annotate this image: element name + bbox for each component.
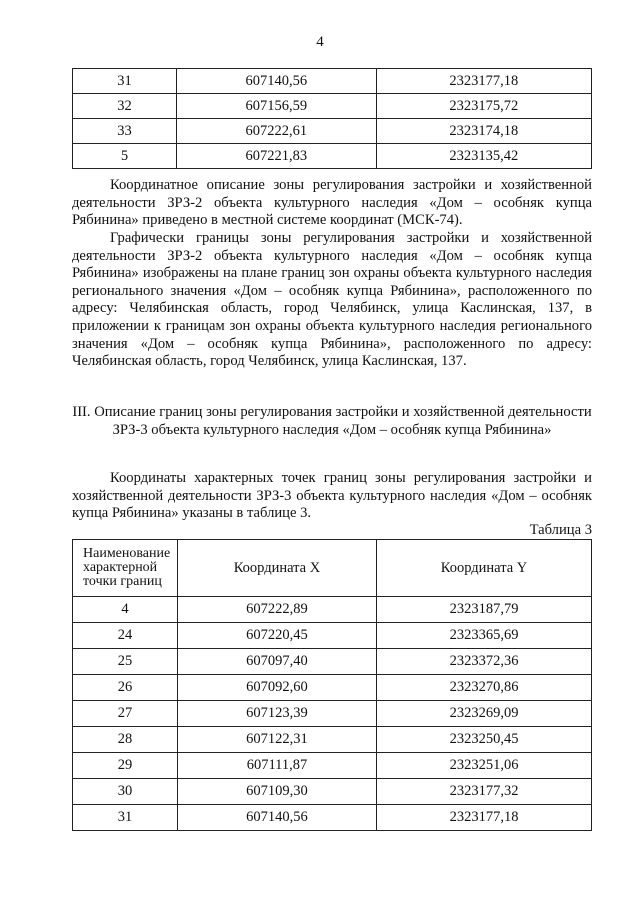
table-row xyxy=(73,675,592,701)
section-heading: III. Описание границ зоны регулирования застройки и хозяйственной деятельности ЗРЗ-3 объекта культурного наследия «Дом – особняк купца Рябинина» xyxy=(72,404,592,438)
point-number-cell: 32 xyxy=(73,94,177,119)
paragraph-table3-intro: Координаты характерных точек границ зоны регулирования застройки и хозяйственной деятельности ЗРЗ-3 объекта культурного наследия «Дом – особняк купца Рябинина» указаны в таблице 3. xyxy=(72,470,592,522)
coordinate-y-cell: 2323269,09 xyxy=(377,701,592,727)
table-header-row xyxy=(73,540,592,597)
coordinate-x-cell: 607222,61 xyxy=(177,119,377,144)
coordinate-x-cell: 607092,60 xyxy=(177,675,376,701)
header-coordinate-y: Координата Y xyxy=(377,540,592,597)
table-row xyxy=(73,144,592,169)
coordinate-y-cell: 2323135,42 xyxy=(376,144,591,169)
table-row xyxy=(73,597,592,623)
coordinate-y-cell: 2323174,18 xyxy=(376,119,591,144)
point-number-cell: 31 xyxy=(73,69,177,94)
coordinate-x-cell: 607097,40 xyxy=(177,649,376,675)
point-number-cell: 30 xyxy=(73,779,178,805)
point-number-cell: 25 xyxy=(73,649,178,675)
point-number-cell: 33 xyxy=(73,119,177,144)
point-number-cell: 4 xyxy=(73,597,178,623)
coordinate-x-cell: 607220,45 xyxy=(177,623,376,649)
point-number-cell: 27 xyxy=(73,701,178,727)
coordinate-y-cell: 2323365,69 xyxy=(377,623,592,649)
coordinate-x-cell: 607111,87 xyxy=(177,753,376,779)
coordinate-y-cell: 2323372,36 xyxy=(377,649,592,675)
coordinate-x-cell: 607140,56 xyxy=(177,69,377,94)
table-row xyxy=(73,727,592,753)
table-row xyxy=(73,69,592,94)
coordinate-y-cell: 2323187,79 xyxy=(377,597,592,623)
coordinate-x-cell: 607123,39 xyxy=(177,701,376,727)
coordinate-x-cell: 607156,59 xyxy=(177,94,377,119)
header-coordinate-x: Координата X xyxy=(177,540,376,597)
table-row xyxy=(73,701,592,727)
point-number-cell: 26 xyxy=(73,675,178,701)
paragraph-graphic-boundaries: Графически границы зоны регулирования застройки и хозяйственной деятельности ЗРЗ-2 объекта культурного наследия «Дом – особняк купца Рябинина» изображены на плане границ зон охраны объекта культурного наследия регионального значения «Дом – особняк купца Рябинина», расположенного по адресу: Челябинская область, город Челябинск, улица Каслинская, 137, в приложении к границам зон охраны объекта культурного наследия регионального значения «Дом – особняк купца Рябинина», расположенного по адресу: Челябинская область, город Челябинск, улица Каслинская, 137. xyxy=(72,230,592,370)
coordinate-x-cell: 607122,31 xyxy=(177,727,376,753)
table-row xyxy=(73,779,592,805)
coordinate-x-cell: 607109,30 xyxy=(177,779,376,805)
table-row xyxy=(73,119,592,144)
table-row xyxy=(73,753,592,779)
coordinate-y-cell: 2323270,86 xyxy=(377,675,592,701)
coordinate-y-cell: 2323177,32 xyxy=(377,779,592,805)
coordinate-y-cell: 2323250,45 xyxy=(377,727,592,753)
point-number-cell: 28 xyxy=(73,727,178,753)
table-caption: Таблица 3 xyxy=(529,522,592,538)
paragraph-coordinate-description: Координатное описание зоны регулирования застройки и хозяйственной деятельности ЗРЗ-2 объекта культурного наследия «Дом – особняк купца Рябинина» приведено в местной системе координат (МСК-74). xyxy=(72,177,592,229)
coordinate-x-cell: 607140,56 xyxy=(177,805,376,831)
point-number-cell: 31 xyxy=(73,805,178,831)
point-number-cell: 24 xyxy=(73,623,178,649)
point-number-cell: 5 xyxy=(73,144,177,169)
coordinates-table-continued xyxy=(72,68,592,169)
point-number-cell: 29 xyxy=(73,753,178,779)
coordinate-x-cell: 607221,83 xyxy=(177,144,377,169)
page-number: 4 xyxy=(316,34,324,50)
table-body xyxy=(73,597,592,831)
coordinate-y-cell: 2323175,72 xyxy=(376,94,591,119)
coordinate-y-cell: 2323177,18 xyxy=(376,69,591,94)
table-row xyxy=(73,94,592,119)
coordinate-y-cell: 2323177,18 xyxy=(377,805,592,831)
coordinate-x-cell: 607222,89 xyxy=(177,597,376,623)
coordinates-table-3 xyxy=(72,539,592,831)
table-row xyxy=(73,805,592,831)
coordinate-y-cell: 2323251,06 xyxy=(377,753,592,779)
table-body xyxy=(73,69,592,169)
table-row xyxy=(73,649,592,675)
header-point-name: Наименование характерной точки границ xyxy=(73,540,178,597)
table-row xyxy=(73,623,592,649)
